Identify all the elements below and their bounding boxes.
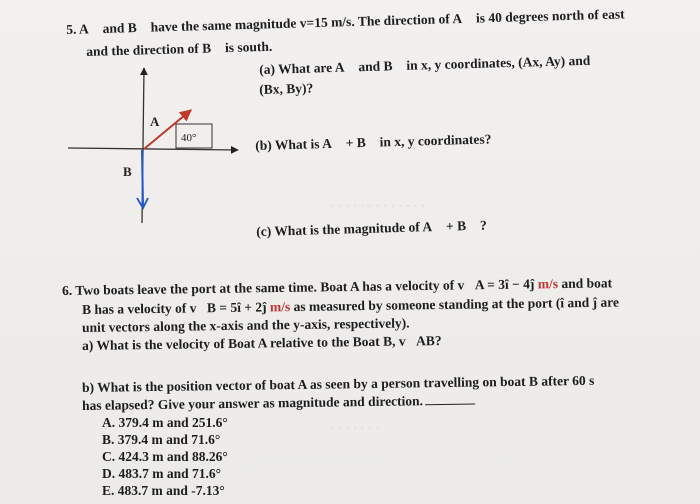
q6-line1-unit: m/s: [537, 276, 559, 292]
q5-part-a-line1: (a) What are A⃗ and B⃗ in x, y coordinates, (Ax, Ay) and: [259, 52, 591, 77]
q6-part-b-line2: [82, 393, 475, 414]
q5-part-a-line2: (Bx, By)?: [259, 80, 314, 97]
q6-line2-text: B has a velocity of v⃗B = 5î + 2ĵ: [82, 299, 271, 317]
q6-line1-text: 6. Two boats leave the port at the same time. Boat A has a velocity of v⃗A = 3î − 4ĵ: [62, 276, 538, 298]
q6-part-b-line1: b) What is the position vector of boat A as seen by a person travelling on boat B after 60 s: [82, 372, 595, 395]
q6-line2-unit: m/s: [269, 299, 291, 315]
q5-statement-line1: 5. A⃗ and B⃗ have the same magnitude v=15 m/s. The direction of A⃗ is 40 degrees north of east: [66, 6, 625, 37]
answer-blank: [425, 404, 475, 406]
vector-a-label: A⃗: [150, 114, 170, 129]
q5-part-b: (b) What is A⃗ + B⃗ in x, y coordinates?: [255, 131, 492, 153]
option-d[interactable]: D. 483.7 m and 71.6°: [102, 466, 222, 481]
vector-b-arrow: [142, 150, 143, 206]
q6-statement-line2: [82, 295, 619, 318]
angle-label: 40°: [181, 132, 197, 144]
q6-line2-tail: as measured by someone standing at the port (î and ĵ are: [290, 294, 620, 315]
q6-part-b-line2-text: has elapsed? Give your answer as magnitude and direction.: [82, 393, 424, 413]
option-c[interactable]: C. 424.3 m and 88.26°: [102, 449, 228, 464]
option-b[interactable]: B. 379.4 m and 71.6°: [102, 432, 221, 447]
vector-b-label: B⃗: [123, 164, 142, 179]
option-e[interactable]: E. 483.7 m and -7.13°: [102, 483, 225, 498]
q5-part-c: (c) What is the magnitude of A⃗ + B⃗ ?: [256, 217, 487, 239]
q5-statement-line2: and the direction of B⃗ is south.: [86, 38, 273, 59]
bleed-through: · · · · · · · · · · · · ·: [330, 198, 426, 213]
q6-statement-line3: unit vectors along the x-axis and the y-axis, respectively).: [82, 315, 410, 335]
option-a[interactable]: A. 379.4 m and 251.6°: [102, 415, 228, 430]
q6-part-a: a) What is the velocity of Boat A relative to the Boat B, v⃗AB?: [82, 332, 442, 353]
q6-line1-tail: and boat: [557, 275, 613, 292]
vector-diagram: [60, 58, 260, 238]
bleed-through: · · · · · · ·: [330, 420, 380, 435]
